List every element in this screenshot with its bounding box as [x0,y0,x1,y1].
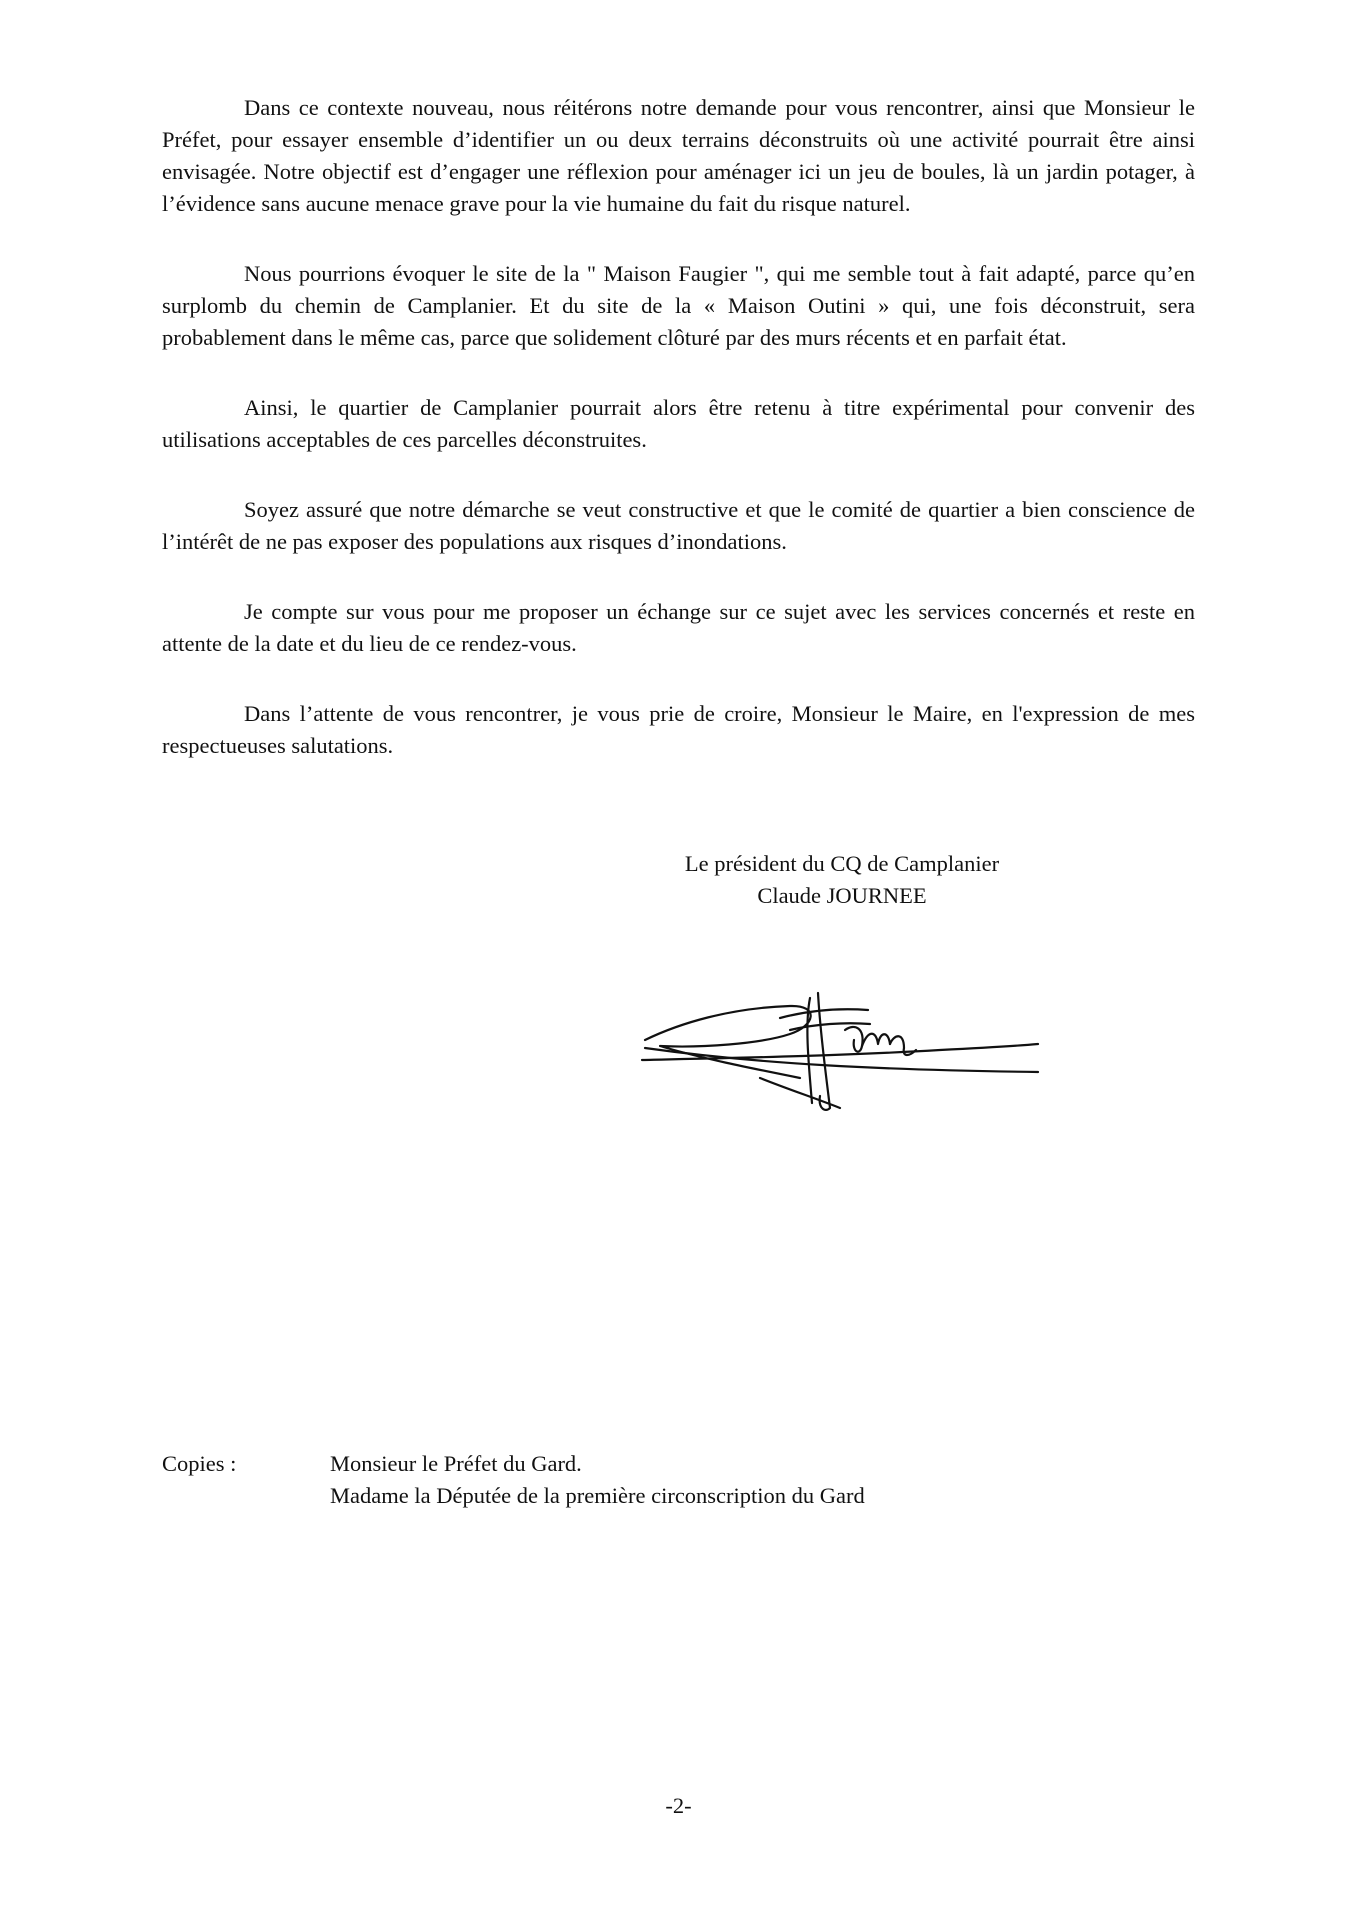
handwritten-signature-icon [640,968,1040,1118]
body-paragraph: Soyez assuré que notre démarche se veut constructive et que le comité de quartier a bien conscience de l’intérêt de ne pas exposer des populations aux risques d’inondations. [162,497,1195,554]
copies-recipient: Madame la Députée de la première circonscription du Gard [330,1483,865,1508]
body-paragraph: Dans ce contexte nouveau, nous réitérons notre demande pour vous rencontrer, ainsi que Monsieur le Préfet, pour essayer ensemble d’identifier un ou deux terrains déconstruits où une activité pourrait être ainsi envisagée. Notre objectif est d’engager une réflexion pour aménager ici un jeu de boules, là un jardin potager, à l’évidence sans aucune menace grave pour la vie humaine du fait du risque naturel. [162,95,1195,216]
signatory-title: Le président du CQ de Camplanier [684,851,1000,876]
closing-paragraph: Dans l’attente de vous rencontrer, je vous prie de croire, Monsieur le Maire, en l'expression de mes respectueuses salutations. [162,701,1195,758]
body-paragraph: Nous pourrions évoquer le site de la " Maison Faugier ", qui me semble tout à fait adapté, parce qu’en surplomb du chemin de Camplanier. Et du site de la « Maison Outini » qui, une fois déconstruit, sera probablement dans le même cas, parce que solidement clôturé par des murs récents et en parfait état. [162,261,1195,350]
copies-recipient-list [330,1448,1190,1512]
copies-recipient: Monsieur le Préfet du Gard. [330,1451,582,1476]
letter-body [162,92,1195,762]
copies-label: Copies : [162,1451,237,1476]
signature-block [642,848,1042,912]
body-paragraph: Ainsi, le quartier de Camplanier pourrait alors être retenu à titre expérimental pour convenir des utilisations acceptables de ces parcelles déconstruites. [162,395,1195,452]
body-paragraph: Je compte sur vous pour me proposer un échange sur ce sujet avec les services concernés et reste en attente de la date et du lieu de ce rendez-vous. [162,599,1195,656]
page-number: -2- [665,1793,692,1818]
signatory-name: Claude JOURNEE [757,883,927,908]
